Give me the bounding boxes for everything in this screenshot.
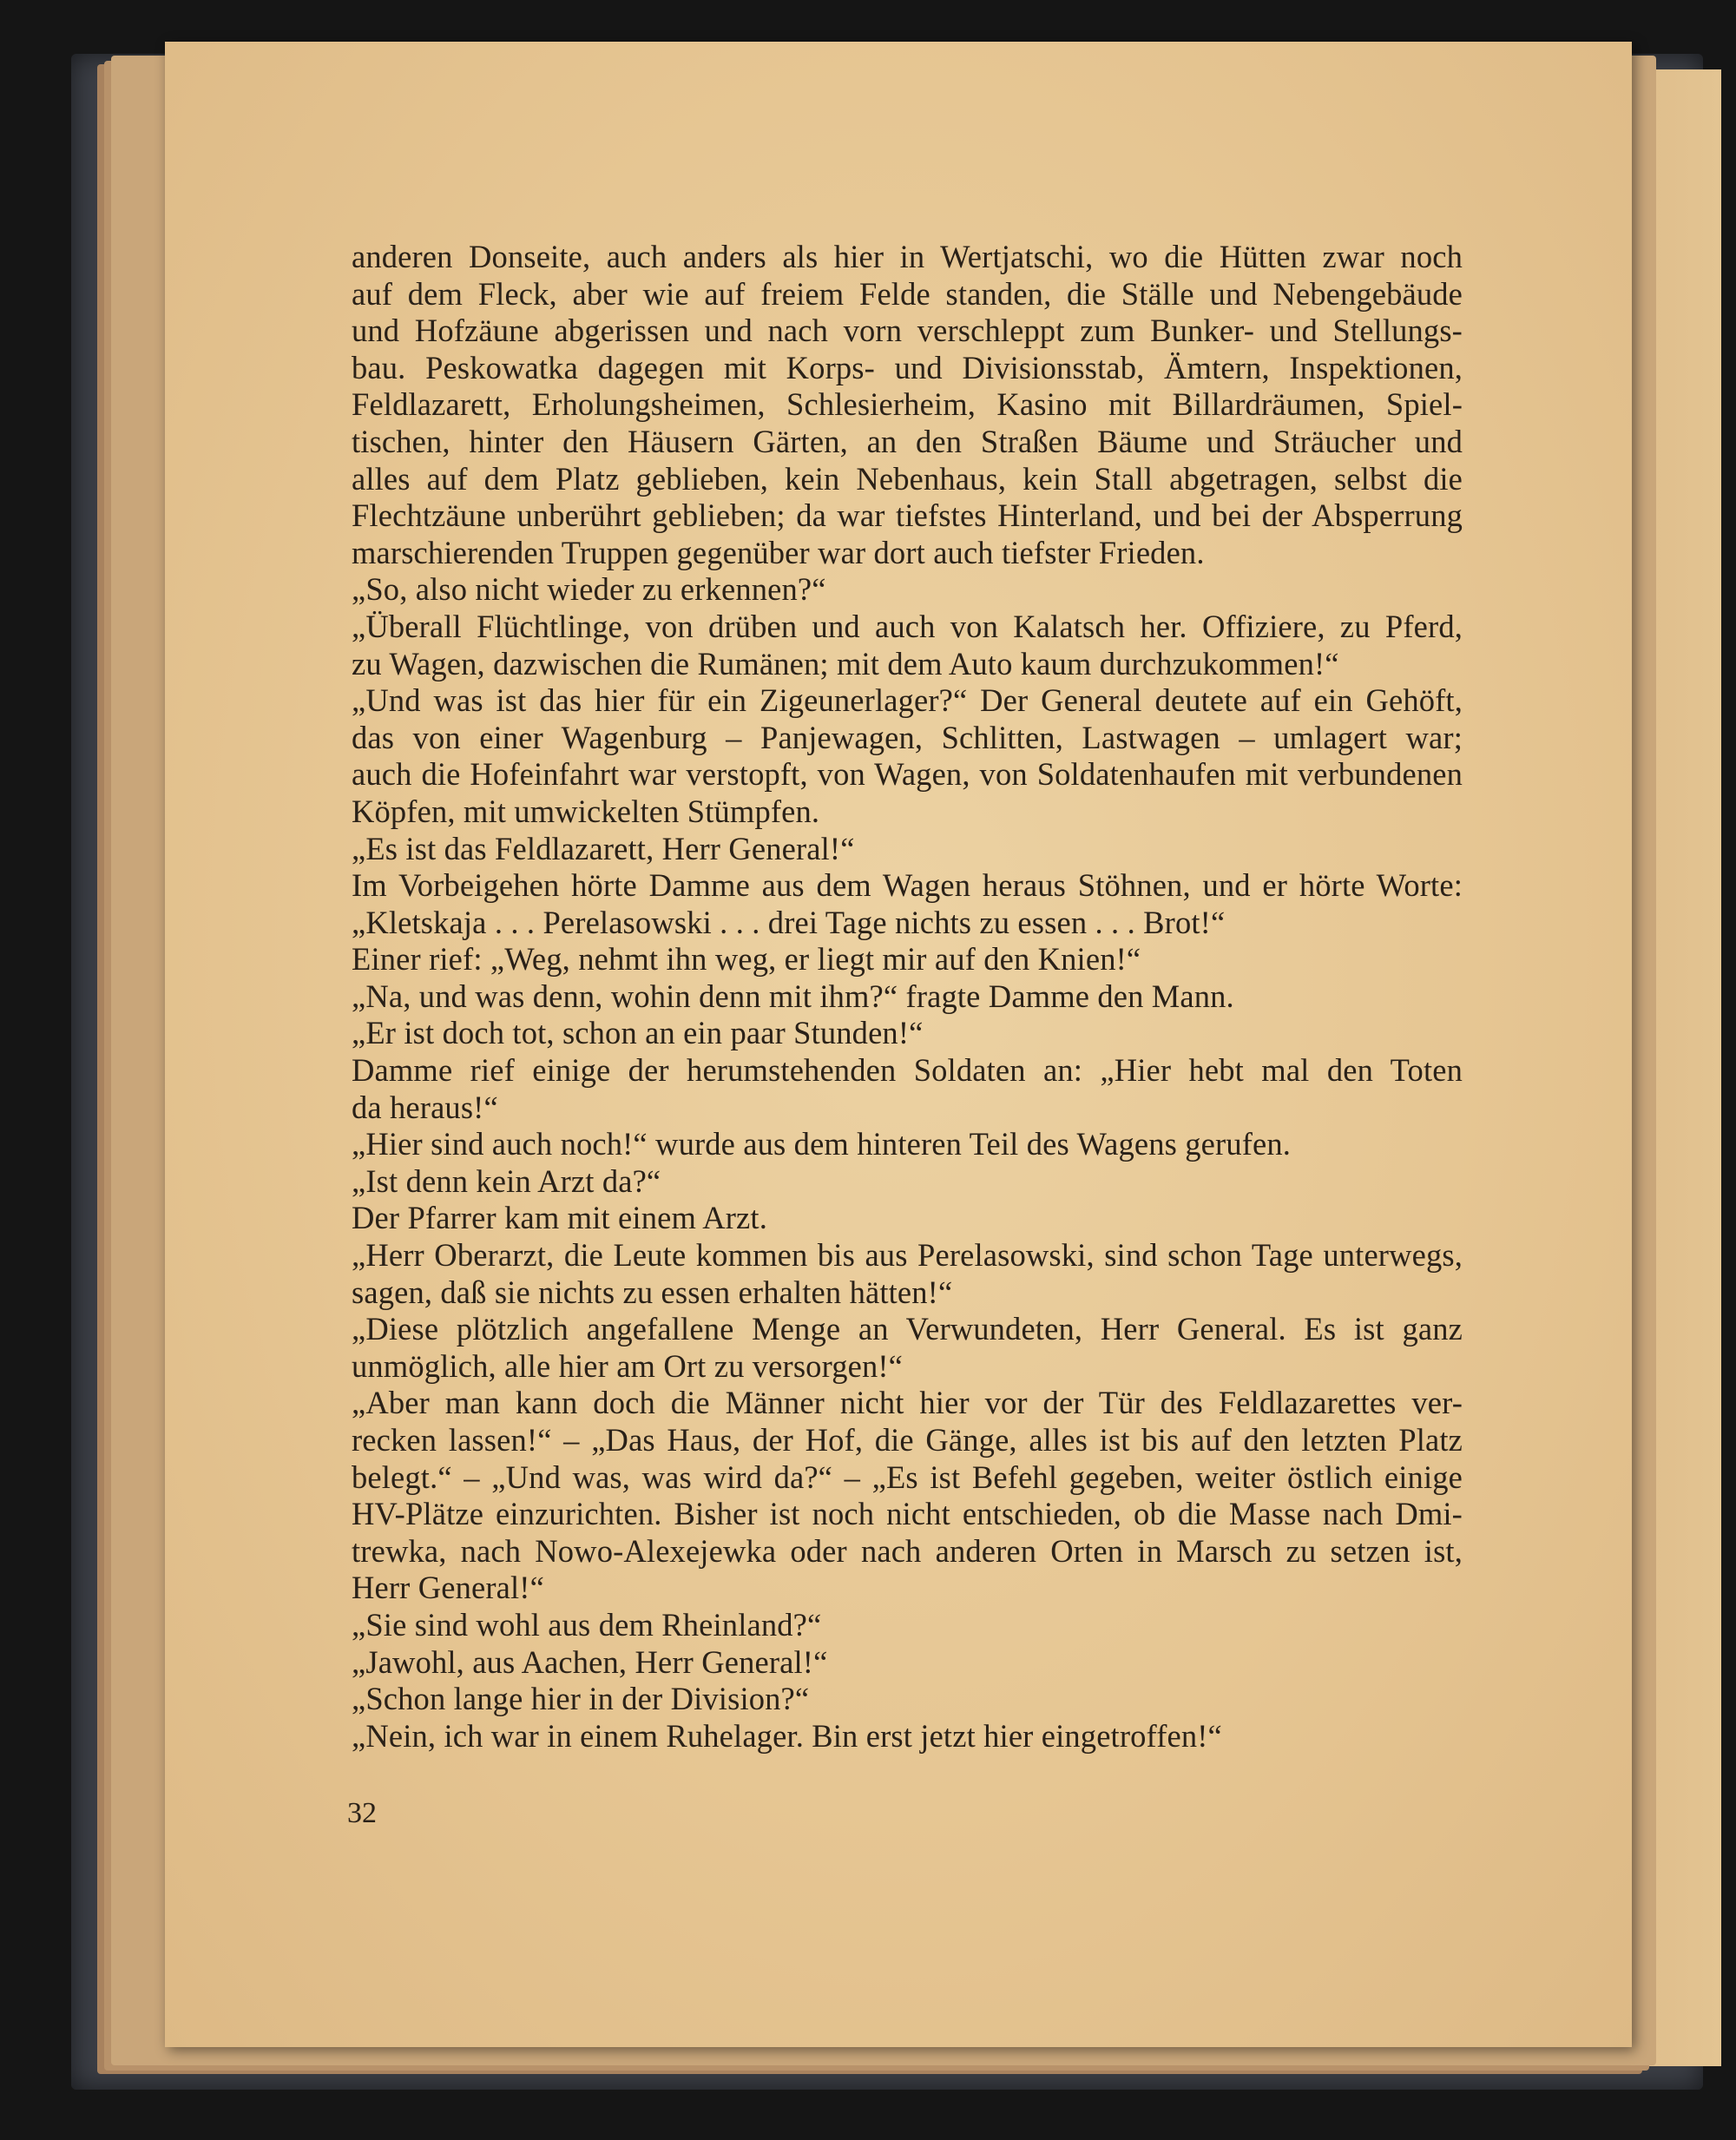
text-line: Feldlazarett, Erholungsheimen, Schlesierheim, Kasino mit Billardräumen, Spiel- <box>352 386 1463 423</box>
text-line: bau. Peskowatka dagegen mit Korps- und Divisionsstab, Ämtern, Inspektionen, <box>352 349 1463 385</box>
text-line: „Überall Flüchtlinge, von drüben und auch von Kalatsch her. Offiziere, zu Pferd, <box>352 608 1463 644</box>
page-number: 32 <box>347 1797 377 1829</box>
text-line: auf dem Fleck, aber wie auf freiem Felde standen, die Ställe und Nebengebäude <box>352 275 1463 312</box>
text-line: „Diese plötzlich angefallene Menge an Verwundeten, Herr General. Es ist ganz <box>352 1311 1463 1347</box>
text-line: „Jawohl, aus Aachen, Herr General!“ <box>352 1643 828 1680</box>
text-line: zu Wagen, dazwischen die Rumänen; mit dem Auto kaum durchzukommen!“ <box>352 645 1339 682</box>
text-line: „So, also nicht wieder zu erkennen?“ <box>352 571 826 608</box>
text-line: „Es ist das Feldlazarett, Herr General!“ <box>352 830 855 866</box>
text-line: tischen, hinter den Häusern Gärten, an den Straßen Bäume und Sträucher und <box>352 423 1463 459</box>
text-line: sagen, daß sie nichts zu essen erhalten hätten!“ <box>352 1274 953 1310</box>
text-line: und Hofzäune abgerissen und nach vorn verschleppt zum Bunker- und Stellungs- <box>352 313 1463 349</box>
text-line: anderen Donseite, auch anders als hier in Wertjatschi, wo die Hütten zwar noch <box>352 239 1463 274</box>
text-line: das von einer Wagenburg – Panjewagen, Schlitten, Lastwagen – umlagert war; <box>352 719 1463 755</box>
text-line: „Hier sind auch noch!“ wurde aus dem hinteren Teil des Wagens gerufen. <box>352 1126 1292 1162</box>
text-line: alles auf dem Platz geblieben, kein Nebenhaus, kein Stall abgetragen, selbst die <box>352 460 1463 497</box>
text-line: Flechtzäune unberührt geblieben; da war tiefstes Hinterland, und bei der Absperrung <box>352 497 1463 534</box>
text-line: „Na, und was denn, wohin denn mit ihm?“ fragte Damme den Mann. <box>352 978 1234 1014</box>
text-line: Der Pfarrer kam mit einem Arzt. <box>352 1200 767 1236</box>
text-line: „Und was ist das hier für ein Zigeunerlager?“ Der General deutete auf ein Gehöft, <box>352 682 1463 719</box>
text-line: belegt.“ – „Und was, was wird da?“ – „Es ist Befehl gegeben, weiter östlich einige <box>352 1458 1463 1495</box>
text-line: Einer rief: „Weg, nehmt ihn weg, er liegt mir auf den Knien!“ <box>352 941 1141 978</box>
text-line: „Nein, ich war in einem Ruhelager. Bin erst jetzt hier eingetroffen!“ <box>352 1717 1222 1754</box>
text-line: „Aber man kann doch die Männer nicht hier vor der Tür des Feldlazarettes ver- <box>352 1385 1463 1421</box>
text-line: Herr General!“ <box>352 1570 544 1606</box>
body-text <box>352 239 1463 1755</box>
text-line: Im Vorbeigehen hörte Damme aus dem Wagen heraus Stöhnen, und er hörte Worte: <box>352 867 1463 904</box>
text-line: auch die Hofeinfahrt war verstopft, von Wagen, von Soldatenhaufen mit verbundenen <box>352 756 1463 793</box>
text-line: recken lassen!“ – „Das Haus, der Hof, die Gänge, alles ist bis auf den letzten Platz <box>352 1422 1463 1458</box>
text-line: „Schon lange hier in der Division?“ <box>352 1681 810 1717</box>
text-line: „Herr Oberarzt, die Leute kommen bis aus Perelasowski, sind schon Tage unterwegs, <box>352 1237 1463 1274</box>
text-line: „Kletskaja . . . Perelasowski . . . drei Tage nichts zu essen . . . Brot!“ <box>352 904 1226 940</box>
text-line: „Er ist doch tot, schon an ein paar Stunden!“ <box>352 1015 924 1051</box>
text-line: Damme rief einige der herumstehenden Soldaten an: „Hier hebt mal den Toten <box>352 1052 1463 1089</box>
text-line: Köpfen, mit umwickelten Stümpfen. <box>352 793 820 829</box>
text-line: unmöglich, alle hier am Ort zu versorgen!“ <box>352 1347 904 1384</box>
text-line: HV-Plätze einzurichten. Bisher ist noch nicht entschieden, ob die Masse nach Dmi- <box>352 1496 1463 1532</box>
text-line: trewka, nach Nowo-Alexejewka oder nach anderen Orten in Marsch zu setzen ist, <box>352 1532 1463 1569</box>
text-line: „Ist denn kein Arzt da?“ <box>352 1162 661 1199</box>
text-line: marschierenden Truppen gegenüber war dort auch tiefster Frieden. <box>352 534 1205 570</box>
text-line: „Sie sind wohl aus dem Rheinland?“ <box>352 1606 822 1643</box>
text-line: da heraus!“ <box>352 1089 498 1125</box>
